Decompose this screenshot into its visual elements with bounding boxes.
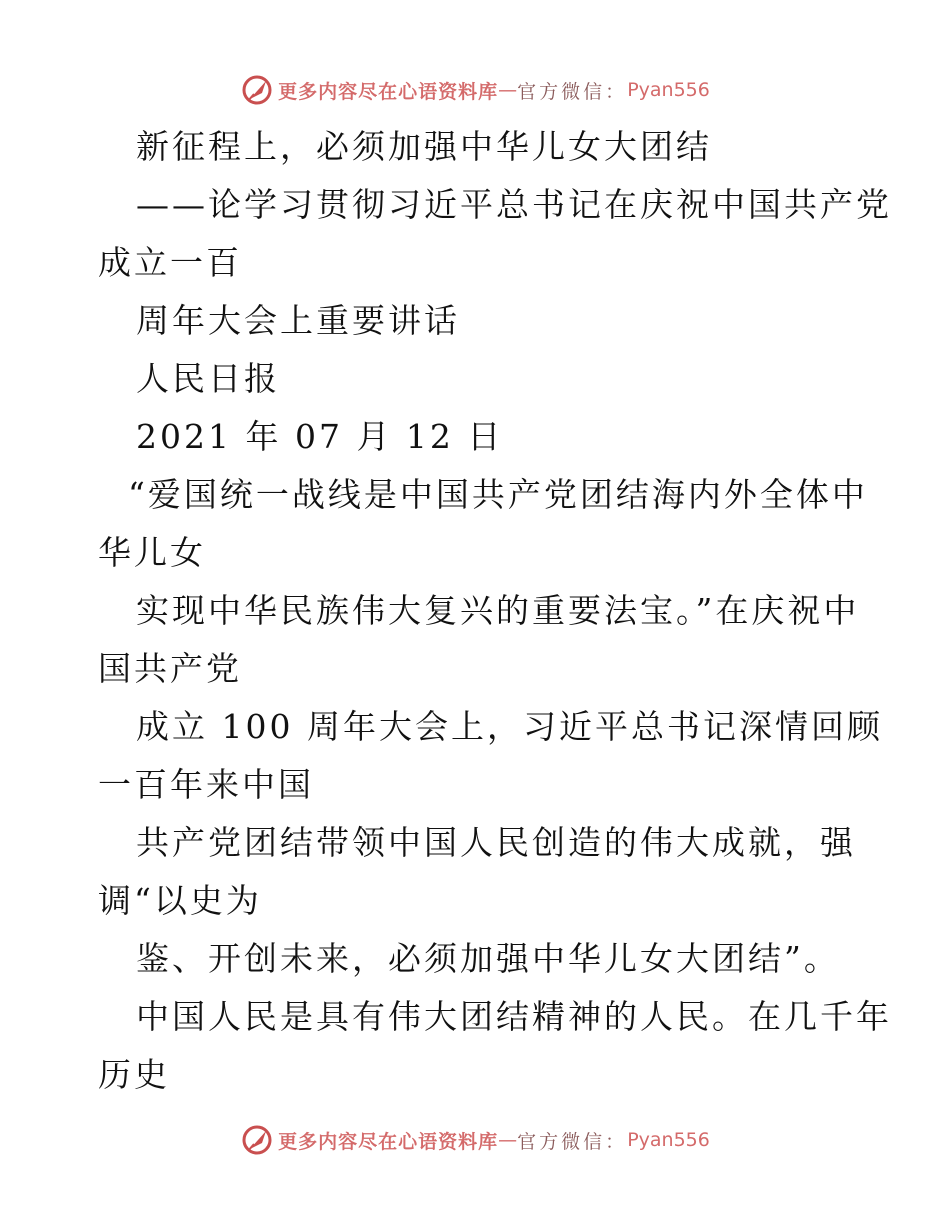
paragraph-line: 调“以史为: [98, 881, 262, 920]
watermark-wechat-id: Pyan556: [627, 1129, 710, 1151]
paragraph-line: 历史: [98, 1055, 170, 1094]
paragraph-line: 成立 100 周年大会上，习近平总书记深情回顾: [136, 707, 883, 746]
paragraph-line: 共产党团结带领中国人民创造的伟大成就，强: [136, 823, 856, 862]
paragraph-line: 国共产党: [98, 649, 242, 688]
watermark-main-text: 更多内容尽在心语资料库: [278, 80, 499, 103]
document-body: [98, 118, 892, 1104]
watermark-label: 官方微信：: [517, 1130, 628, 1153]
doc-subtitle-line: ——论学习贯彻习近平总书记在庆祝中国共产党: [136, 185, 892, 224]
header-watermark: [0, 70, 950, 110]
watermark-dash: —: [498, 1129, 518, 1151]
quill-logo-icon: [240, 1123, 274, 1157]
paragraph-line: 中国人民是具有伟大团结精神的人民。在几千年: [136, 997, 892, 1036]
paragraph-line: 华儿女: [98, 533, 206, 572]
watermark-main-text: 更多内容尽在心语资料库: [278, 1130, 499, 1153]
doc-date: 2021 年 07 月 12 日: [136, 417, 504, 456]
doc-subtitle-line: 成立一百: [98, 243, 242, 282]
quill-logo-icon: [240, 73, 274, 107]
paragraph-line: “爱国统一战线是中国共产党团结海内外全体中: [128, 475, 868, 514]
doc-source: 人民日报: [136, 359, 280, 398]
paragraph-line: 一百年来中国: [98, 765, 314, 804]
watermark-wechat-id: Pyan556: [627, 79, 710, 101]
doc-subtitle-line: 周年大会上重要讲话: [136, 301, 460, 340]
paragraph-line: 实现中华民族伟大复兴的重要法宝。”在庆祝中: [136, 591, 860, 630]
watermark-label: 官方微信：: [517, 80, 628, 103]
watermark-dash: —: [498, 79, 518, 101]
footer-watermark: [0, 1120, 950, 1160]
doc-title: 新征程上，必须加强中华儿女大团结: [136, 127, 712, 166]
paragraph-line: 鉴、开创未来，必须加强中华儿女大团结”。: [136, 939, 840, 978]
